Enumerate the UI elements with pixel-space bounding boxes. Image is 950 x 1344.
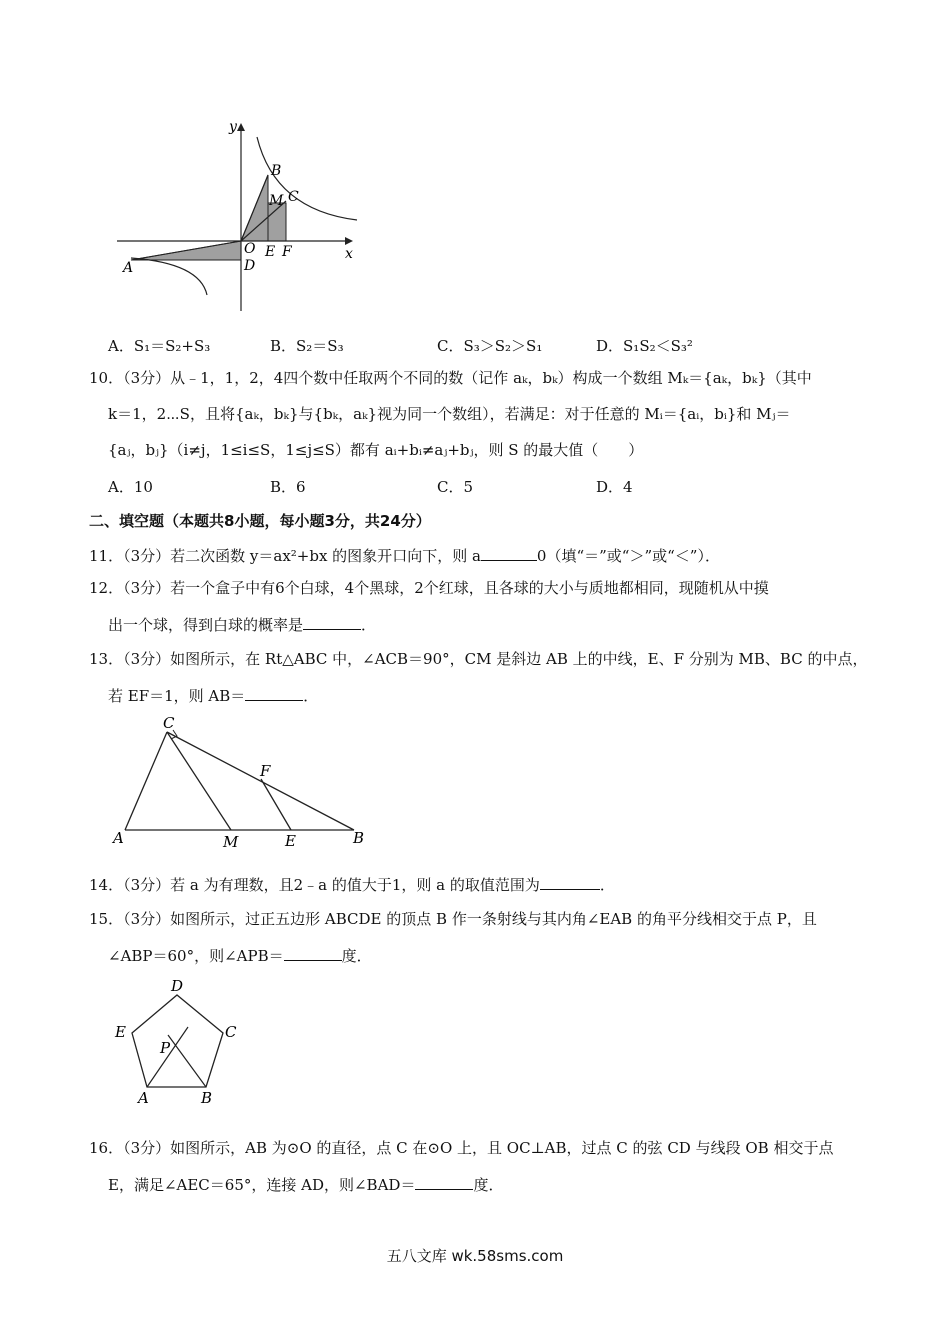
q13-text-post: ． xyxy=(303,687,319,705)
label-b: B xyxy=(271,163,282,179)
q10-option-d: D．4 xyxy=(596,478,633,496)
q16-line-1: 16．（3分）如图所示，AB 为⊙O 的直径，点 C 在⊙O 上，且 OC⊥AB，过点 C 的弦 CD 与线段 OB 相交于点 xyxy=(89,1139,834,1157)
label-a: A xyxy=(123,260,134,276)
q15-answer-blank[interactable] xyxy=(284,945,342,961)
q14-text-post: ． xyxy=(599,876,615,894)
q15-text-pre: ∠ABP＝60°，则∠APB＝ xyxy=(108,947,284,965)
q13-answer-blank[interactable] xyxy=(245,685,303,701)
q9-option-c: C．S₃＞S₂＞S₁ xyxy=(437,337,543,355)
q12-line-2 xyxy=(108,614,376,635)
label-a: A xyxy=(138,1089,149,1107)
q16-text-pre: E，满足∠AEC＝65°，连接 AD，则∠BAD＝ xyxy=(108,1176,416,1194)
q14-line xyxy=(89,874,615,895)
side-cb xyxy=(167,732,354,830)
median-cm xyxy=(167,732,231,830)
q10-line-3: {aⱼ，bⱼ}（i≠j，1≤i≤S，1≤j≤S）都有 aᵢ+bᵢ≠aⱼ+bⱼ，则 S 的最大值（ ） xyxy=(108,441,644,459)
q10-option-b: B．6 xyxy=(270,478,306,496)
q12-text-post: ． xyxy=(361,616,377,634)
pentagon-abcde xyxy=(132,995,223,1087)
q15-text-post: 度． xyxy=(341,947,372,965)
label-e: E xyxy=(265,244,276,260)
label-y: y xyxy=(229,119,237,135)
label-c: C xyxy=(225,1023,237,1041)
label-o: O xyxy=(244,241,256,257)
figure-q13-triangle xyxy=(105,712,375,857)
x-axis-arrow xyxy=(345,237,353,245)
q10-line-2: k＝1，2⋯S，且将{aₖ，bₖ}与{bₖ，aₖ}视为同一个数组），若满足：对于任意的 Mᵢ＝{aᵢ，bᵢ}和 Mⱼ＝ xyxy=(108,405,791,423)
q11-line xyxy=(89,545,720,566)
q16-line-2 xyxy=(108,1174,503,1195)
q16-answer-blank[interactable] xyxy=(415,1174,473,1190)
q13-text-pre: 若 EF＝1，则 AB＝ xyxy=(108,687,246,705)
q13-line-2 xyxy=(108,685,318,706)
label-c: C xyxy=(163,714,175,732)
figure-q15-pentagon xyxy=(105,975,255,1110)
q14-text-pre: 14．（3分）若 a 为有理数，且2﹣a 的值大于1，则 a 的取值范围为 xyxy=(89,876,540,894)
label-p: P xyxy=(160,1039,171,1057)
q16-text-post: 度． xyxy=(473,1176,504,1194)
q12-answer-blank[interactable] xyxy=(303,614,361,630)
label-c: C xyxy=(288,189,299,205)
label-e: E xyxy=(285,832,296,850)
q9-option-d: D．S₁S₂＜S₃² xyxy=(596,337,693,355)
q10-option-a: A．10 xyxy=(108,478,153,496)
label-b: B xyxy=(201,1089,213,1107)
bisector-from-a xyxy=(147,1027,188,1087)
page-footer: 五八文库 wk.58sms.com xyxy=(386,1247,564,1265)
q11-answer-blank[interactable] xyxy=(481,545,537,561)
q9-option-a: A．S₁＝S₂+S₃ xyxy=(108,337,211,355)
label-d: D xyxy=(244,258,256,274)
segment-ef xyxy=(261,779,291,830)
label-f: F xyxy=(260,762,271,780)
q15-line-2 xyxy=(108,945,372,966)
hyperbola-left-branch xyxy=(131,258,207,295)
q11-text-post: 0（填“＝”或“＞”或“＜”）． xyxy=(536,547,720,565)
q10-line-1: 10．（3分）从﹣1，1，2，4四个数中任取两个不同的数（记作 aₖ，bₖ）构成一个数组 Mₖ＝{aₖ，bₖ}（其中 xyxy=(89,369,812,387)
label-e: E xyxy=(115,1023,126,1041)
figure-q9-graph xyxy=(105,115,365,315)
label-m: M xyxy=(223,833,239,851)
label-a: A xyxy=(113,829,124,847)
side-ca xyxy=(125,732,167,830)
q15-line-1: 15．（3分）如图所示，过正五边形 ABCDE 的顶点 B 作一条射线与其内角∠EAB 的角平分线相交于点 P，且 xyxy=(89,910,817,928)
label-b: B xyxy=(353,829,365,847)
label-x: x xyxy=(345,246,353,262)
q12-text-pre: 出一个球，得到白球的概率是 xyxy=(108,616,304,634)
q9-option-b: B．S₂＝S₃ xyxy=(270,337,344,355)
ray-from-b xyxy=(168,1035,206,1087)
y-axis-arrow xyxy=(237,123,245,131)
q12-line-1: 12．（3分）若一个盒子中有6个白球，4个黑球，2个红球，且各球的大小与质地都相同，现随机从中摸 xyxy=(89,579,769,597)
q11-text-pre: 11．（3分）若二次函数 y＝ax²+bx 的图象开口向下，则 a xyxy=(89,547,481,565)
label-m: M xyxy=(269,193,284,209)
section-heading-fill-in: 二、填空题（本题共8小题，每小题3分，共24分） xyxy=(89,512,431,530)
label-f: F xyxy=(282,244,292,260)
q10-option-c: C．5 xyxy=(437,478,474,496)
label-d: D xyxy=(171,977,184,995)
q14-answer-blank[interactable] xyxy=(540,874,600,890)
q13-line-1: 13．（3分）如图所示，在 Rt△ABC 中，∠ACB＝90°，CM 是斜边 AB 上的中线，E、F 分别为 MB、BC 的中点， xyxy=(89,650,868,668)
